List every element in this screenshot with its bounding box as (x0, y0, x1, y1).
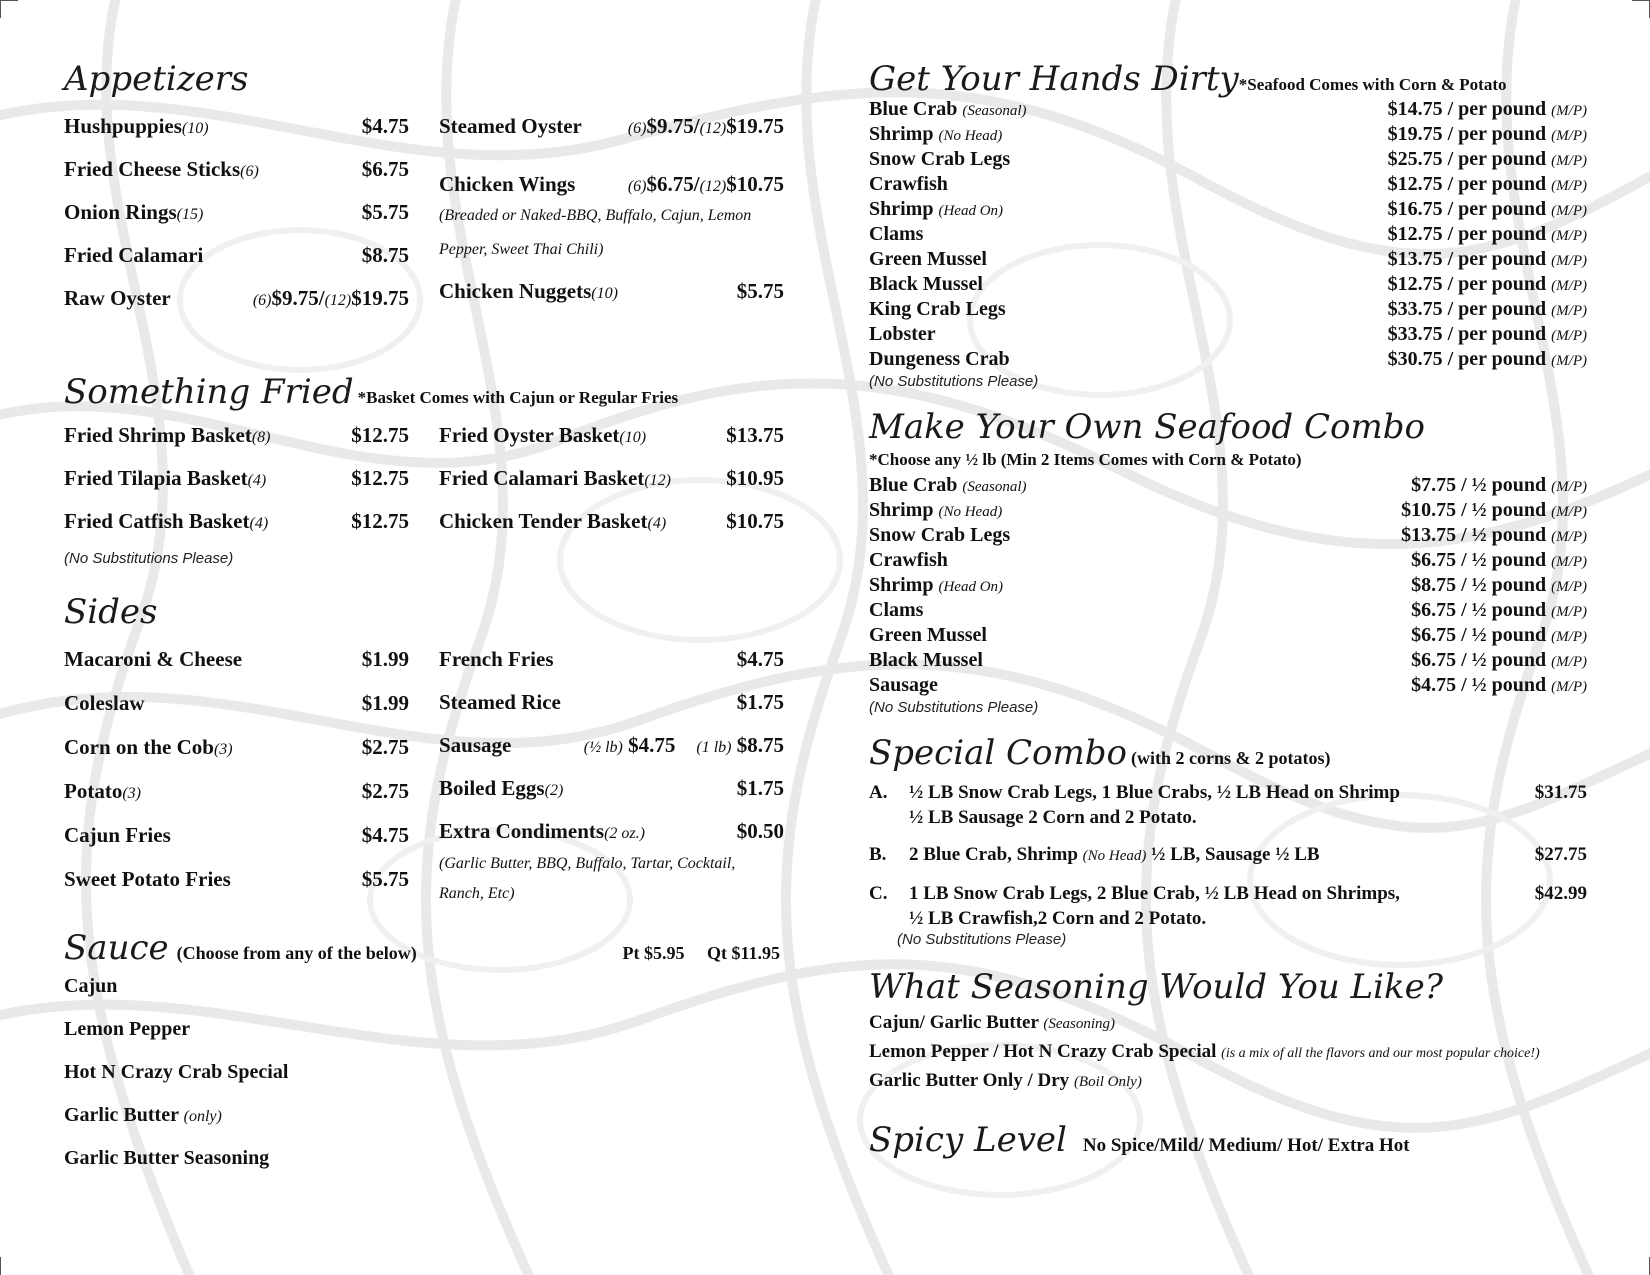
menu-item: Shrimp (No Head) $19.75 / per pound (M/P) (869, 123, 1587, 145)
menu-item: Steamed Oyster (6)$9.75/(12)$19.75 (439, 114, 784, 138)
special-no-substitutions: (No Substitutions Please) (897, 931, 1067, 948)
menu-item: Chicken Wings (6)$6.75/(12)$10.75 (439, 172, 784, 196)
wings-description: (Breaded or Naked-BBQ, Buffalo, Cajun, Lemon Pepper, Sweet Thai Chili) (439, 207, 752, 258)
fried-right (439, 423, 784, 552)
menu-item: King Crab Legs $33.75 / per pound (M/P) (869, 298, 1587, 320)
combo-no-substitutions: (No Substitutions Please) (869, 699, 1039, 716)
fried-title: Something Fried (64, 372, 354, 412)
menu-item: Hushpuppies(10) $4.75 (64, 114, 409, 138)
appetizers-section (64, 114, 784, 329)
special-combo-c: C. 1 LB Snow Crab Legs, 2 Blue Crab, ½ LB Head on Shrimps, ½ LB Crawfish,2 Corn and 2 Potato. $42.99 (869, 883, 1587, 929)
appetizers-title: Appetizers (64, 59, 249, 99)
sauce-note: (Choose from any of the below) (176, 943, 417, 963)
fried-header (64, 372, 784, 412)
special-list (869, 780, 1587, 948)
menu-item: Green Mussel $13.75 / per pound (M/P) (869, 248, 1587, 270)
menu-item: Chicken Tender Basket(4) $10.75 (439, 509, 784, 533)
menu-item: Corn on the Cob(3) $2.75 (64, 735, 409, 759)
seasoning-title: What Seasoning Would You Like? (869, 967, 1443, 1007)
menu-item: Snow Crab Legs $13.75 / ½ pound (M/P) (869, 524, 1587, 546)
appetizers-right (439, 114, 784, 329)
menu-item: Raw Oyster (6)$9.75/(12)$19.75 (64, 286, 409, 310)
left-column (64, 59, 784, 1190)
menu-item: Extra Condiments(2 oz.) $0.50 (439, 819, 784, 843)
menu-item: Clams $6.75 / ½ pound (M/P) (869, 599, 1587, 621)
sauce-title: Sauce (64, 928, 169, 968)
sides-left (64, 647, 439, 911)
special-combo-b: B. 2 Blue Crab, Shrimp (No Head) ½ LB, Sausage ½ LB $27.75 (869, 844, 1587, 865)
menu-item: Sweet Potato Fries $5.75 (64, 867, 409, 891)
menu-item: Cajun Fries $4.75 (64, 823, 409, 847)
menu-item: Shrimp (Head On) $8.75 / ½ pound (M/P) (869, 574, 1587, 596)
menu-item: Snow Crab Legs $25.75 / per pound (M/P) (869, 148, 1587, 170)
condiments-description: (Garlic Butter, BBQ, Buffalo, Tartar, Cocktail, Ranch, Etc) (439, 855, 736, 902)
hands-dirty-no-substitutions: (No Substitutions Please) (869, 373, 1039, 390)
menu-item: Fried Catfish Basket(4) $12.75 (64, 509, 409, 533)
seasoning-item: Garlic Butter Only / Dry (Boil Only) (869, 1070, 1142, 1091)
menu-item: Coleslaw $1.99 (64, 691, 409, 715)
menu-item: Lobster $33.75 / per pound (M/P) (869, 323, 1587, 345)
fried-note: *Basket Comes with Cajun or Regular Fries (357, 388, 679, 407)
menu-item: Shrimp (Head On) $16.75 / per pound (M/P) (869, 198, 1587, 220)
menu-item: Chicken Nuggets(10) $5.75 (439, 279, 784, 303)
menu-item: French Fries $4.75 (439, 647, 784, 671)
seasoning-list (869, 1012, 1589, 1099)
sides-title: Sides (64, 592, 158, 632)
menu-item: Fried Tilapia Basket(4) $12.75 (64, 466, 409, 490)
special-header (869, 733, 1589, 773)
menu-item: Sausage $4.75 / ½ pound (M/P) (869, 674, 1587, 696)
hands-dirty-title: Get Your Hands Dirty (869, 59, 1239, 99)
sauce-pint-price: Pt $5.95 (622, 943, 685, 963)
spicy-title: Spicy Level (869, 1120, 1067, 1160)
special-note: (with 2 corns & 2 potatos) (1131, 748, 1331, 768)
sauce-item: Cajun (64, 975, 118, 997)
menu-item: Fried Calamari Basket(12) $10.95 (439, 466, 784, 490)
combo-title: Make Your Own Seafood Combo (869, 407, 1425, 447)
menu-item: Fried Shrimp Basket(8) $12.75 (64, 423, 409, 447)
menu-item: Boiled Eggs(2) $1.75 (439, 776, 784, 800)
appetizers-left (64, 114, 439, 329)
menu-item: Shrimp (No Head) $10.75 / ½ pound (M/P) (869, 499, 1587, 521)
spicy-header (869, 1120, 1589, 1160)
menu-item: Blue Crab (Seasonal) $7.75 / ½ pound (M/P) (869, 474, 1587, 496)
menu-item: Fried Calamari $8.75 (64, 243, 409, 267)
seasoning-item: Cajun/ Garlic Butter (Seasoning) (869, 1012, 1115, 1033)
menu-item: Steamed Rice $1.75 (439, 690, 784, 714)
sauce-quart-price: Qt $11.95 (706, 943, 780, 963)
sauce-item: Hot N Crazy Crab Special (64, 1061, 289, 1083)
sides-section (64, 647, 784, 911)
sauce-list (64, 975, 784, 1190)
sauce-header (64, 928, 780, 968)
hands-dirty-note: *Seafood Comes with Corn & Potato (1238, 75, 1507, 94)
combo-note: *Choose any ½ lb (Min 2 Items Comes with Corn & Potato) (869, 450, 1302, 469)
sauce-item: Garlic Butter (only) (64, 1104, 222, 1126)
menu-item: Dungeness Crab $30.75 / per pound (M/P) (869, 348, 1587, 370)
menu-item: Fried Cheese Sticks(6) $6.75 (64, 157, 409, 181)
menu-item: Crawfish $12.75 / per pound (M/P) (869, 173, 1587, 195)
menu-item: Fried Oyster Basket(10) $13.75 (439, 423, 784, 447)
menu-item: Black Mussel $12.75 / per pound (M/P) (869, 273, 1587, 295)
hands-dirty-header (869, 59, 1589, 99)
right-column (869, 59, 1589, 1160)
special-title: Special Combo (869, 733, 1128, 773)
special-combo-a: A. ½ LB Snow Crab Legs, 1 Blue Crabs, ½ LB Head on Shrimp ½ LB Sausage 2 Corn and 2 Potato. $31.75 (869, 782, 1587, 828)
combo-list (869, 474, 1587, 699)
fried-left (64, 423, 439, 552)
menu-item: Onion Rings(15) $5.75 (64, 200, 409, 224)
menu-item: Black Mussel $6.75 / ½ pound (M/P) (869, 649, 1587, 671)
menu-item: Potato(3) $2.75 (64, 779, 409, 803)
sauce-item: Garlic Butter Seasoning (64, 1147, 270, 1169)
menu-item: Crawfish $6.75 / ½ pound (M/P) (869, 549, 1587, 571)
seasoning-item: Lemon Pepper / Hot N Crazy Crab Special (is a mix of all the flavors and our most popular choice!) (869, 1041, 1540, 1062)
hands-dirty-list (869, 98, 1587, 373)
spicy-levels: No Spice/Mild/ Medium/ Hot/ Extra Hot (1082, 1135, 1410, 1156)
fried-no-substitutions: (No Substitutions Please) (64, 550, 234, 567)
menu-item: Clams $12.75 / per pound (M/P) (869, 223, 1587, 245)
menu-item: Macaroni & Cheese $1.99 (64, 647, 409, 671)
menu-item: Sausage (½ lb) $4.75 (1 lb) $8.75 (439, 733, 784, 757)
sides-right (439, 647, 784, 911)
menu-item: Blue Crab (Seasonal) $14.75 / per pound (M/P) (869, 98, 1587, 120)
menu-item: Green Mussel $6.75 / ½ pound (M/P) (869, 624, 1587, 646)
sauce-item: Lemon Pepper (64, 1018, 191, 1040)
fried-section (64, 423, 784, 552)
